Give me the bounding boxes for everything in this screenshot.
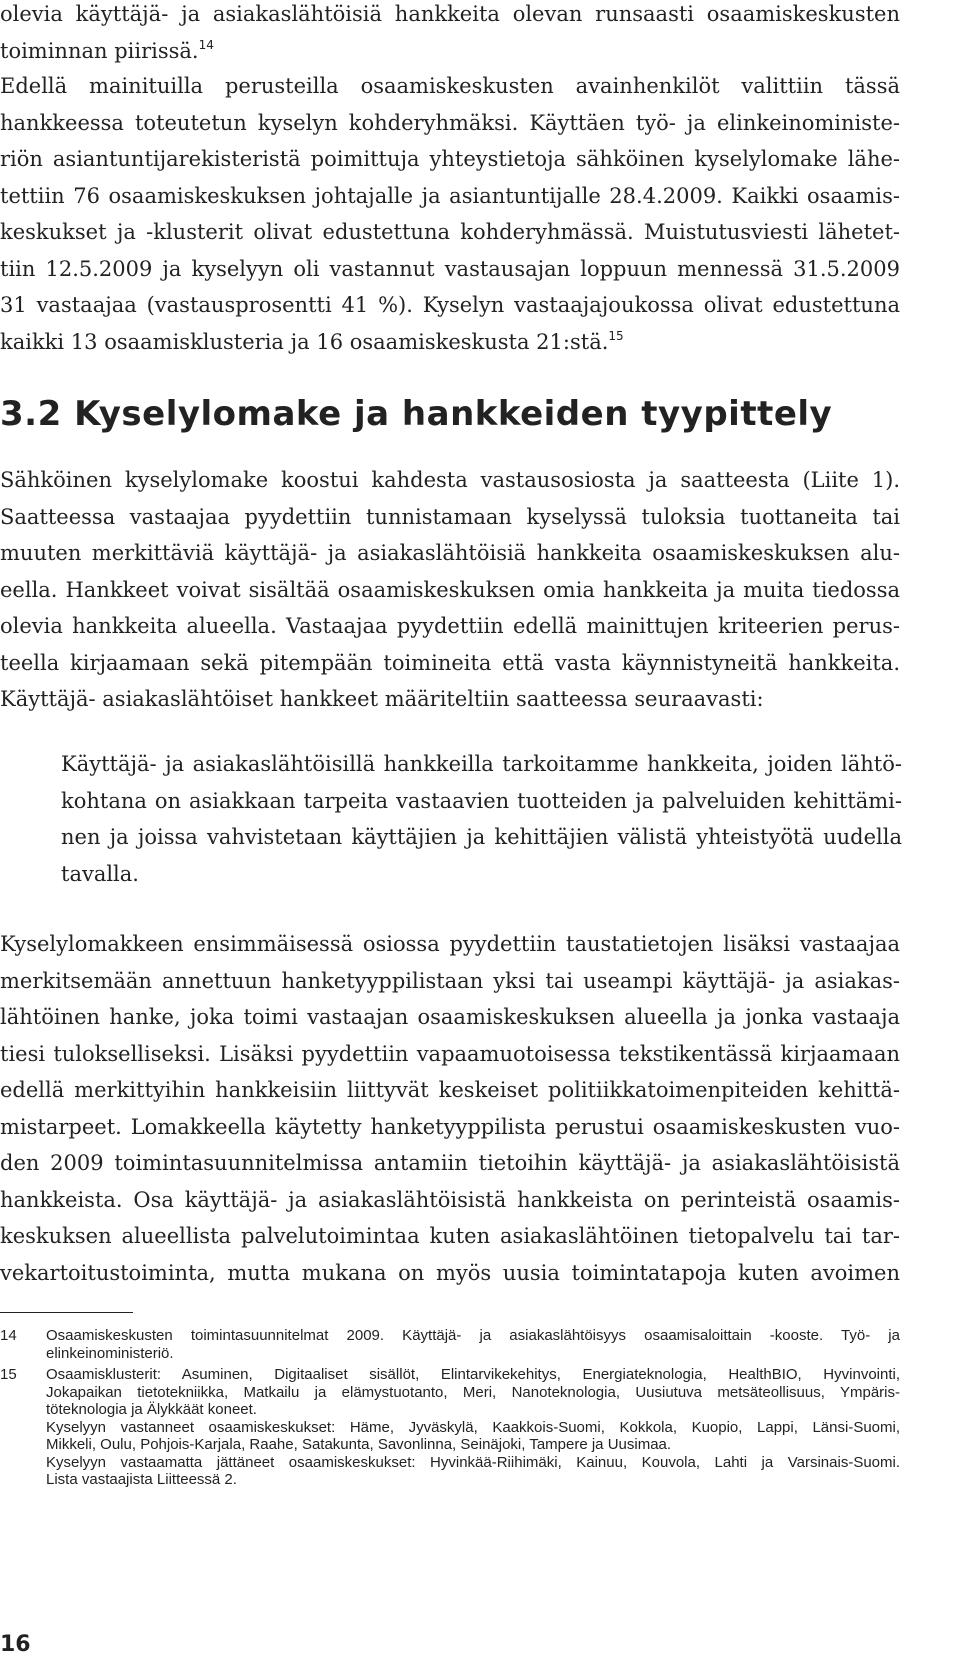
footnote-ref-14[interactable]: 14 <box>198 37 214 52</box>
footnote-14 <box>0 1327 900 1362</box>
footnote-line: Osaamisklusterit: Asuminen, Digitaaliset sisällöt, Elintarvikekehitys, Energiateknologia, HealthBIO, Hyvinvointi, <box>46 1366 900 1383</box>
text-line: lähtöinen hanke, joka toimi vastaajan osaamiskeskuksen alueella ja jonka vastaaja <box>0 1005 900 1029</box>
text-line: mistarpeet. Lomakkeella käytetty hanketyyppilista perustui osaamiskeskusten vuo- <box>0 1114 900 1139</box>
text-line: tettiin 76 osaamiskeskuksen johtajalle ja asiantuntijalle 28.4.2009. Kaikki osaamis- <box>0 183 900 208</box>
text-line: keskuksen alueellista palvelutoimintaa kuten asiakaslähtöinen tietopalvelu tai tar- <box>0 1224 900 1248</box>
text-line: den 2009 toimintasuunnitelmissa antamiin tietoihin käyttäjä- ja asiakaslähtöisistä <box>0 1151 900 1175</box>
page-number: 16 <box>0 1632 31 1657</box>
text-line: kaikki 13 osaamisklusteria ja 16 osaamiskeskusta 21:stä.$^{15}$ <box>0 328 624 354</box>
text-line: Kyselylomakkeen ensimmäisessä osiossa pyydettiin taustatietojen lisäksi vastaajaa <box>0 932 900 956</box>
paragraph-1 <box>0 0 900 69</box>
text-line: edellä merkittyihin hankkeisiin liittyvät keskeiset politiikkatoimenpiteiden kehittä- <box>0 1078 900 1102</box>
paragraph-2 <box>0 68 900 360</box>
footnote-line: elinkeinoministeriö. <box>46 1344 174 1362</box>
text-line: kohtana on asiakkaan tarpeita vastaavien tuotteiden ja palveluiden kehittämi- <box>61 788 902 813</box>
footnote-line: Mikkeli, Oulu, Pohjois-Karjala, Raahe, Satakunta, Savonlinna, Seinäjoki, Tampere ja Uusimaa. <box>46 1436 672 1453</box>
footnote-ref-15[interactable]: 15 <box>608 328 624 343</box>
footnote-line: töteknologia ja Älykkäät koneet. <box>46 1401 257 1418</box>
text-line: 31 vastaajaa (vastausprosentti 41 %). Kyselyn vastaajajoukossa olivat edustettuna <box>0 293 900 317</box>
text-line: tiesi tulokselliseksi. Lisäksi pyydettiin vapaamuotoisessa tekstikentässä kirjaamaan <box>0 1041 900 1066</box>
text-line: merkitsemään annettuun hanketyyppilistaan yksi tai useampi käyttäjä- ja asiakas- <box>0 968 900 993</box>
text-line: Käyttäjä- ja asiakaslähtöisillä hankkeilla tarkoitamme hankkeita, joiden lähtö- <box>61 752 902 776</box>
section-heading: 3.2 Kyselylomake ja hankkeiden tyypittely <box>0 394 833 434</box>
footnote-line: Lista vastaajista Liitteessä 2. <box>46 1471 237 1488</box>
text-line: hankkeista. Osa käyttäjä- ja asiakaslähtöisistä hankkeista on perinteistä osaamis- <box>0 1187 900 1212</box>
text-line: olevia käyttäjä- ja asiakaslähtöisiä hankkeita olevan runsaasti osaamiskeskusten <box>0 2 900 26</box>
text-line: tavalla. <box>61 861 139 886</box>
text-line: tiin 12.5.2009 ja kyselyyn oli vastannut vastausajan loppuun mennessä 31.5.2009 <box>0 256 900 281</box>
text-line: nen ja joissa vahvistetaan käyttäjien ja kehittäjien välistä yhteistyötä uudella <box>61 825 902 849</box>
text-line: Sähköinen kyselylomake koostui kahdesta vastausosiosta ja saatteesta (Liite 1). <box>0 468 900 492</box>
footnote-line: Jokapaikan tietotekniikka, Matkailu ja elämystuotanto, Meri, Nanoteknologia, Uusiutuva metsäteollisuus, Ympäris- <box>46 1383 900 1401</box>
footnote-number: 15 <box>0 1366 17 1383</box>
footnote-line: Osaamiskeskusten toimintasuunnitelmat 2009. Käyttäjä- ja asiakaslähtöisyys osaamisaloittain -kooste. Työ- ja <box>46 1327 900 1344</box>
text-line: keskukset ja -klusterit olivat edustettuna kohderyhmässä. Muistutusviesti lähetet- <box>0 220 900 244</box>
text-line: riön asiantuntijarekisteristä poimittuja yhteystietoja sähköinen kyselylomake lähe- <box>0 147 900 171</box>
paragraph-4 <box>0 926 900 1291</box>
footnote-15 <box>0 1366 900 1489</box>
text-line: Käyttäjä- asiakaslähtöiset hankkeet määriteltiin saatteessa seuraavasti: <box>0 687 764 711</box>
text-line: Saatteessa vastaajaa pyydettiin tunnistamaan kyselyssä tuloksia tuottaneita tai <box>0 504 900 529</box>
text-line: olevia hankkeita alueella. Vastaajaa pyydettiin edellä mainittujen kriteerien perus- <box>0 614 900 638</box>
text-line: muuten merkittäviä käyttäjä- ja asiakaslähtöisiä hankkeita osaamiskeskuksen alu- <box>0 541 900 565</box>
footnote-text <box>46 1366 900 1489</box>
text-line: toiminnan piirissä.$^{14}$ <box>0 37 214 63</box>
block-quote <box>61 746 902 892</box>
paragraph-3 <box>0 462 900 718</box>
footnote-line: Kyselyyn vastanneet osaamiskeskukset: Häme, Jyväskylä, Kaakkois-Suomi, Kokkola, Kuopio, Lappi, Länsi-Suomi, <box>46 1418 900 1436</box>
text-line: hankkeessa toteutetun kyselyn kohderyhmäksi. Käyttäen työ- ja elinkeinoministe- <box>0 110 900 135</box>
text-line: vekartoitustoiminta, mutta mukana on myös uusia toimintatapoja kuten avoimen <box>0 1260 900 1285</box>
text-line: eella. Hankkeet voivat sisältää osaamiskeskuksen omia hankkeita ja muita tiedossa <box>0 577 900 602</box>
footnote-divider <box>0 1312 133 1313</box>
text-line: Edellä mainituilla perusteilla osaamiskeskusten avainhenkilöt valittiin tässä <box>0 74 900 98</box>
footnote-text <box>46 1327 900 1362</box>
footnote-number: 14 <box>0 1327 17 1344</box>
text-line: teella kirjaamaan sekä pitempään toimineita että vasta käynnistyneitä hankkeita. <box>0 650 900 675</box>
footnote-line: Kyselyyn vastaamatta jättäneet osaamiskeskukset: Hyvinkää-Riihimäki, Kainuu, Kouvola, Lahti ja Varsinais-Suomi. <box>46 1453 900 1471</box>
